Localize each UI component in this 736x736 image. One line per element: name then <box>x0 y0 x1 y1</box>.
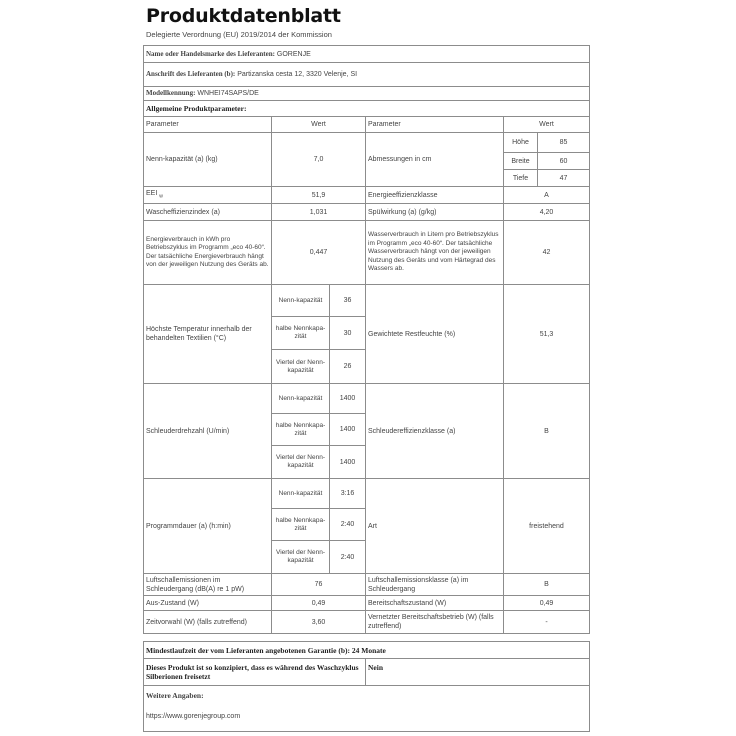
duration-load-quarter: Viertel der Nenn-kapazität <box>272 541 330 574</box>
spin-speed-label: Schleuderdrehzahl (U/min) <box>144 384 272 479</box>
duration-value-rated: 3:16 <box>330 479 366 509</box>
width-label: Breite <box>504 153 538 170</box>
spin-load-quarter: Viertel der Nenn-kapazität <box>272 446 330 479</box>
depth-label: Tiefe <box>504 170 538 187</box>
supplier-address-label: Anschrift des Lieferanten (b): <box>146 70 236 78</box>
rinse-label: Spülwirkung (a) (g/kg) <box>366 204 504 221</box>
regulation-subtitle: Delegierte Verordnung (EU) 2019/2014 der Kommission <box>146 30 332 39</box>
delay-start-value: 3,60 <box>272 611 366 634</box>
delay-start-label: Zeitvorwahl (W) (falls zutreffend) <box>144 611 272 634</box>
capacity-label: Nenn-kapazität (a) (kg) <box>144 133 272 187</box>
spin-class-value: B <box>504 384 590 479</box>
more-info-label: Weitere Angaben: <box>146 691 204 700</box>
temp-value-rated: 36 <box>330 285 366 317</box>
spin-value-rated: 1400 <box>330 384 366 414</box>
supplier-table <box>143 45 590 117</box>
standby-label: Bereitschaftszustand (W) <box>366 596 504 611</box>
eei-cell <box>144 187 272 204</box>
duration-value-quarter: 2:40 <box>330 541 366 574</box>
col-header-parameter: Parameter <box>144 117 272 133</box>
dimensions-label: Abmessungen in cm <box>366 133 504 187</box>
type-label: Art <box>366 479 504 574</box>
col-header-value-2: Wert <box>504 117 590 133</box>
height-value: 85 <box>538 133 590 153</box>
supplier-address-value: Partizanska cesta 12, 3320 Velenje, SI <box>237 71 358 78</box>
warranty-label: Mindestlaufzeit der vom Lieferanten angebotenen Garantie (b): <box>146 645 350 655</box>
spin-load-half: halbe Nennkapa-zität <box>272 414 330 446</box>
capacity-value: 7,0 <box>272 133 366 187</box>
water-consumption-label: Wasserverbrauch in Litern pro Betriebszyklus im Programm „eco 40-60“. Der tatsächliche Wasserverbrauch hängt von der jeweiligen Nutzung des Geräts und vom Härtegrad des Wassers ab. <box>366 221 504 285</box>
spin-value-quarter: 1400 <box>330 446 366 479</box>
energy-consumption-label: Energieverbrauch in kWh pro Betriebszyklus im Programm „eco 40-60“. Der tatsächliche Energieverbrauch hängt von der jeweiligen Nutzung des Geräts ab. <box>144 221 272 285</box>
warranty-value: 24 Monate <box>351 645 386 655</box>
water-consumption-value: 42 <box>504 221 590 285</box>
efficiency-class-value: A <box>504 187 590 204</box>
warranty-row <box>144 642 590 659</box>
eei-label: EEI <box>146 189 158 197</box>
temp-load-half: halbe Nennkapa-zität <box>272 317 330 350</box>
off-mode-value: 0,49 <box>272 596 366 611</box>
model-row <box>144 87 590 101</box>
standby-value: 0,49 <box>504 596 590 611</box>
eei-subscript: w <box>159 193 163 200</box>
eei-value: 51,9 <box>272 187 366 204</box>
more-info-cell <box>144 686 590 732</box>
depth-value: 47 <box>538 170 590 187</box>
wash-index-label: Wascheffizienzindex (a) <box>144 204 272 221</box>
off-mode-label: Aus-Zustand (W) <box>144 596 272 611</box>
rinse-value: 4,20 <box>504 204 590 221</box>
residual-moisture-label: Gewichtete Restfeuchte (%) <box>366 285 504 384</box>
model-value: WNHEI74SAPS/DE <box>197 90 259 97</box>
networked-standby-label: Vernetzter Bereitschaftsbetrieb (W) (falls zutreffend) <box>366 611 504 634</box>
program-duration-label: Programmdauer (a) (h:min) <box>144 479 272 574</box>
duration-value-half: 2:40 <box>330 509 366 541</box>
height-label: Höhe <box>504 133 538 153</box>
footer-table <box>143 641 590 732</box>
residual-moisture-value: 51,3 <box>504 285 590 384</box>
spin-load-rated: Nenn-kapazität <box>272 384 330 414</box>
max-temperature-label: Höchste Temperatur innerhalb der behandelten Textilien (°C) <box>144 285 272 384</box>
col-header-parameter-2: Parameter <box>366 117 504 133</box>
page-title: Produktdatenblatt <box>146 5 341 27</box>
more-info-link[interactable]: https://www.gorenjegroup.com <box>146 713 241 720</box>
general-parameters-heading: Allgemeine Produktparameter: <box>144 101 590 117</box>
duration-load-rated: Nenn-kapazität <box>272 479 330 509</box>
noise-value: 76 <box>272 574 366 596</box>
wash-index-value: 1,031 <box>272 204 366 221</box>
model-label: Modellkennung: <box>146 89 196 97</box>
temp-load-quarter: Viertel der Nenn-kapazität <box>272 350 330 384</box>
spin-value-half: 1400 <box>330 414 366 446</box>
supplier-address-row <box>144 63 590 87</box>
noise-label: Luftschallemissionen im Schleudergang (dB(A) re 1 pW) <box>144 574 272 596</box>
silver-ions-value: Nein <box>366 659 590 686</box>
noise-class-label: Luftschallemissionsklasse (a) im Schleudergang <box>366 574 504 596</box>
supplier-name-value: GORENJE <box>276 50 311 58</box>
silver-ions-label: Dieses Produkt ist so konzipiert, dass es während des Waschzyklus Silberionen freisetzt <box>144 659 366 686</box>
efficiency-class-label: Energieeffizienzklasse <box>366 187 504 204</box>
energy-consumption-value: 0,447 <box>272 221 366 285</box>
temp-load-rated: Nenn-kapazität <box>272 285 330 317</box>
duration-load-half: halbe Nennkapa-zität <box>272 509 330 541</box>
temp-value-quarter: 26 <box>330 350 366 384</box>
type-value: freistehend <box>504 479 590 574</box>
spin-class-label: Schleudereffizienzklasse (a) <box>366 384 504 479</box>
parameters-table <box>143 116 590 634</box>
width-value: 60 <box>538 153 590 170</box>
supplier-name-row <box>144 46 590 63</box>
noise-class-value: B <box>504 574 590 596</box>
product-data-sheet <box>143 0 589 736</box>
temp-value-half: 30 <box>330 317 366 350</box>
col-header-value: Wert <box>272 117 366 133</box>
supplier-name-label: Name oder Handelsmarke des Lieferanten: <box>146 49 275 58</box>
networked-standby-value: - <box>504 611 590 634</box>
